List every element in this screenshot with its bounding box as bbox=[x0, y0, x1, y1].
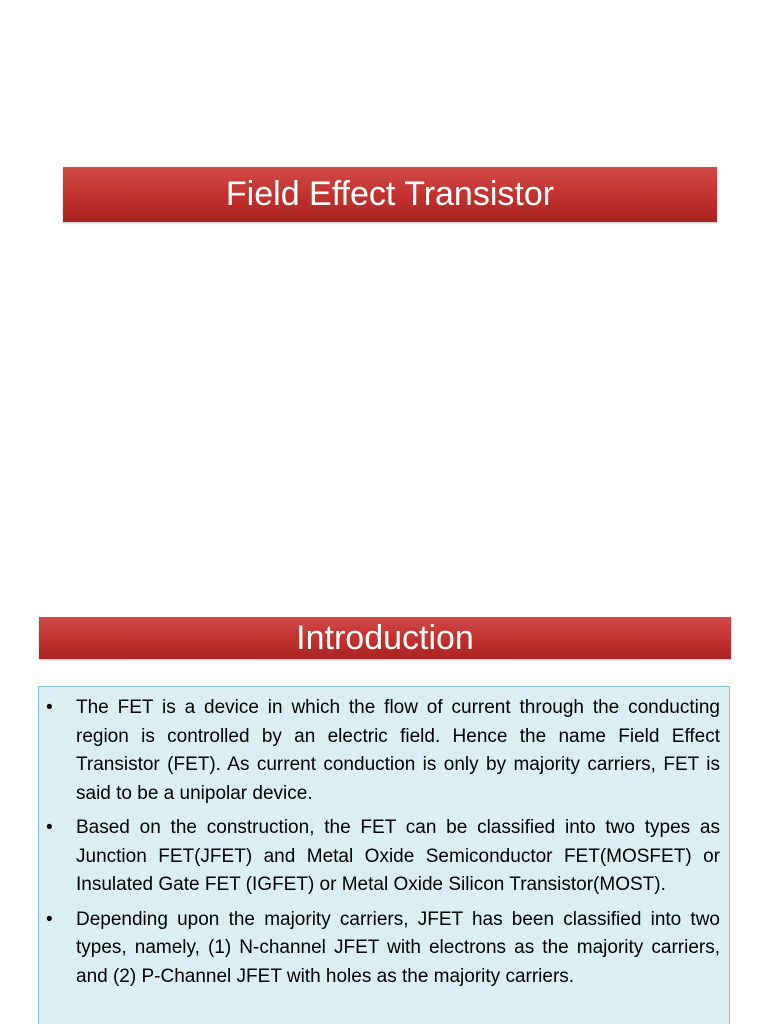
bullet-text-3: Depending upon the majority carriers, JFET has been classified into two types, namely, (1) N-channel JFET with electrons as the majority carriers, and (2) P-Channel JFET with holes as the majority carriers. bbox=[76, 908, 720, 987]
introduction-content-box bbox=[38, 686, 730, 1024]
bullet-item-1 bbox=[46, 694, 720, 808]
bullet-dot-icon: • bbox=[46, 697, 53, 718]
bullet-dot-icon: • bbox=[46, 817, 53, 838]
bullet-text-1: The FET is a device in which the flow of current through the conducting region is controlled by an electric field. Hence the name Field Effect Transistor (FET). As current conduction is only by majority carriers, FET is said to be a unipolar device. bbox=[76, 697, 720, 804]
slide-title-banner: Field Effect Transistor bbox=[63, 167, 717, 222]
bullet-list bbox=[46, 694, 720, 991]
slide-introduction bbox=[0, 576, 768, 1024]
bullet-item-3 bbox=[46, 906, 720, 992]
bullet-dot-icon: • bbox=[46, 908, 53, 930]
bullet-item-2 bbox=[46, 814, 720, 900]
bullet-text-2: Based on the construction, the FET can be classified into two types as Junction FET(JFET) and Metal Oxide Semiconductor FET(MOSFET) or Insulated Gate FET (IGFET) or Metal Oxide Silicon Transistor(MOST). bbox=[76, 817, 720, 895]
introduction-title-banner: Introduction bbox=[39, 617, 731, 659]
